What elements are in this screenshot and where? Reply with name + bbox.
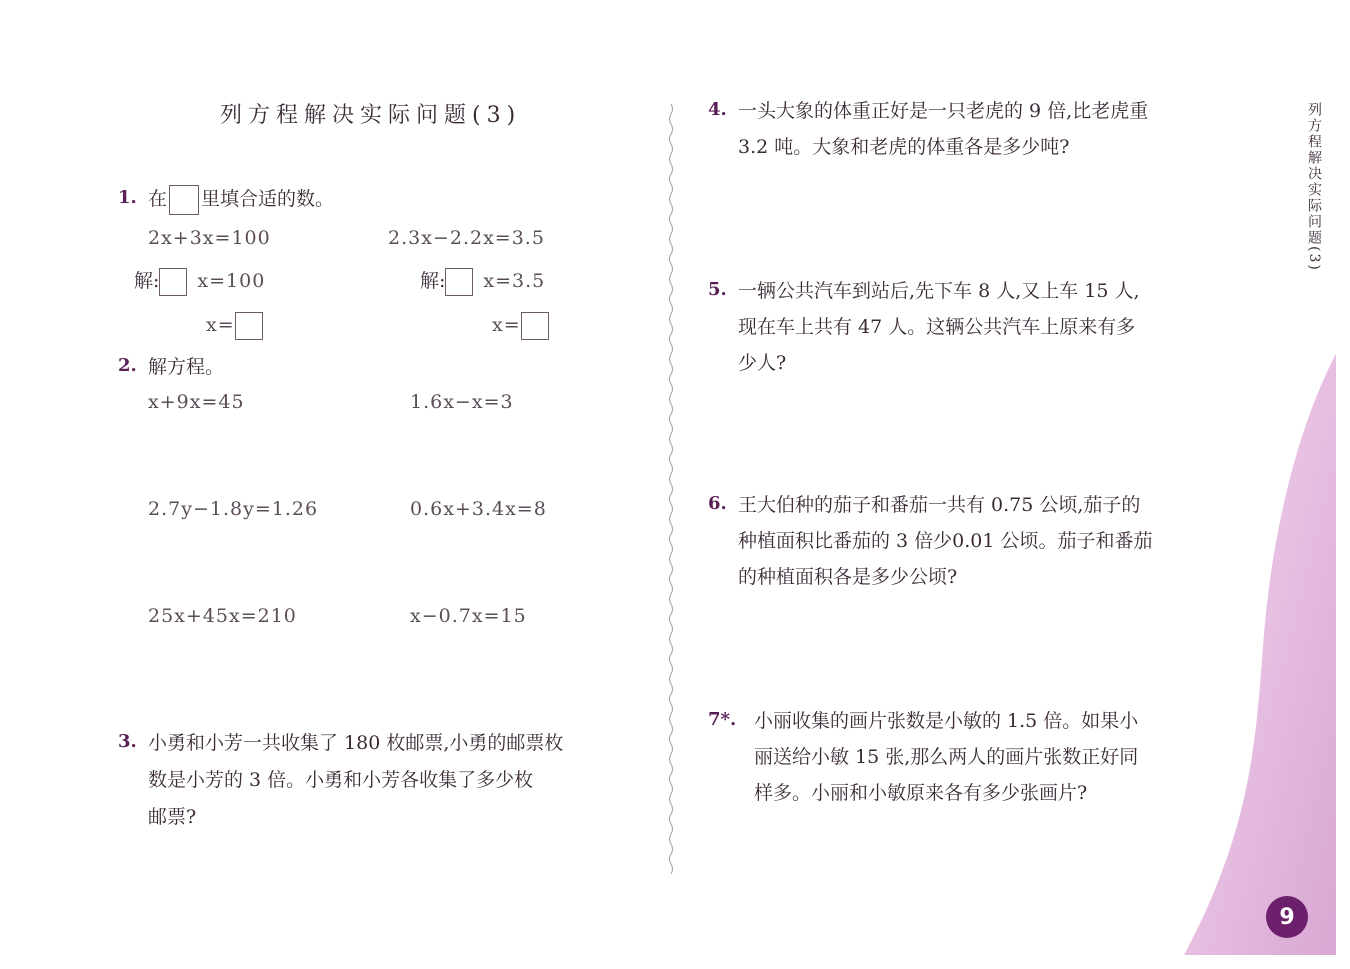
q7-number: 7*. <box>708 709 737 730</box>
q3-line: 邮票? <box>148 806 197 828</box>
page-title: 列方程解决实际问题(3) <box>220 103 522 128</box>
solution-rest: x=3.5 <box>483 270 546 292</box>
q1-stem-post: 里填合适的数。 <box>201 188 335 210</box>
q3-number: 3. <box>118 731 137 752</box>
q6-line: 的种植面积各是多少公顷? <box>738 566 958 588</box>
x-equals: x= <box>206 314 235 336</box>
q5-line: 少人? <box>738 352 787 374</box>
q6-number: 6. <box>708 493 727 514</box>
q7-line: 样多。小丽和小敏原来各有多少张画片? <box>754 782 1088 804</box>
answer-box[interactable] <box>159 268 187 296</box>
q1-result-b <box>492 312 549 340</box>
q1-solution-a <box>134 266 265 296</box>
q1-solution-b <box>420 266 545 296</box>
q2-equation: 25x+45x=210 <box>148 605 297 627</box>
q2-equation: x+9x=45 <box>148 391 245 413</box>
solution-label: 解: <box>134 270 160 292</box>
q1-number: 1. <box>118 187 137 208</box>
q5-number: 5. <box>708 279 727 300</box>
q4-number: 4. <box>708 99 727 120</box>
q1-equation-b: 2.3x−2.2x=3.5 <box>388 227 545 249</box>
page-number-badge: 9 <box>1266 896 1308 938</box>
q2-equation: 0.6x+3.4x=8 <box>410 498 547 520</box>
q7-line: 丽送给小敏 15 张,那么两人的画片张数正好同 <box>754 746 1139 768</box>
answer-box[interactable] <box>521 312 549 340</box>
solution-label: 解: <box>420 270 446 292</box>
answer-box[interactable] <box>445 268 473 296</box>
wavy-divider <box>668 104 674 874</box>
q6-line: 王大伯种的茄子和番茄一共有 0.75 公顷,茄子的 <box>738 494 1141 516</box>
decorative-wave <box>1164 354 1336 955</box>
answer-box[interactable] <box>169 185 199 215</box>
solution-rest: x=100 <box>197 270 266 292</box>
q4-line: 一头大象的体重正好是一只老虎的 9 倍,比老虎重 <box>738 100 1149 122</box>
q2-equation: 2.7y−1.8y=1.26 <box>148 498 319 520</box>
answer-box[interactable] <box>235 312 263 340</box>
q1-stem-pre: 在 <box>148 188 168 210</box>
q1-equation-a: 2x+3x=100 <box>148 227 271 249</box>
q1-result-a <box>206 312 263 340</box>
q7-line: 小丽收集的画片张数是小敏的 1.5 倍。如果小 <box>754 710 1139 732</box>
q3-line: 小勇和小芳一共收集了 180 枚邮票,小勇的邮票枚 <box>148 732 564 754</box>
q6-line: 种植面积比番茄的 3 倍少0.01 公顷。茄子和番茄 <box>738 530 1153 552</box>
q5-line: 现在车上共有 47 人。这辆公共汽车上原来有多 <box>738 316 1136 338</box>
q2-stem: 解方程。 <box>148 356 225 378</box>
q2-equation: x−0.7x=15 <box>410 605 527 627</box>
q5-line: 一辆公共汽车到站后,先下车 8 人,又上车 15 人, <box>738 280 1140 302</box>
q1-stem <box>148 184 334 215</box>
x-equals: x= <box>492 314 521 336</box>
q2-number: 2. <box>118 355 137 376</box>
workbook-page <box>14 14 1336 955</box>
q2-equation: 1.6x−x=3 <box>410 391 514 413</box>
q3-line: 数是小芳的 3 倍。小勇和小芳各收集了多少枚 <box>148 769 534 791</box>
q4-line: 3.2 吨。大象和老虎的体重各是多少吨? <box>738 136 1070 158</box>
side-chapter-title: 列方程解决实际问题(3) <box>1306 102 1322 272</box>
